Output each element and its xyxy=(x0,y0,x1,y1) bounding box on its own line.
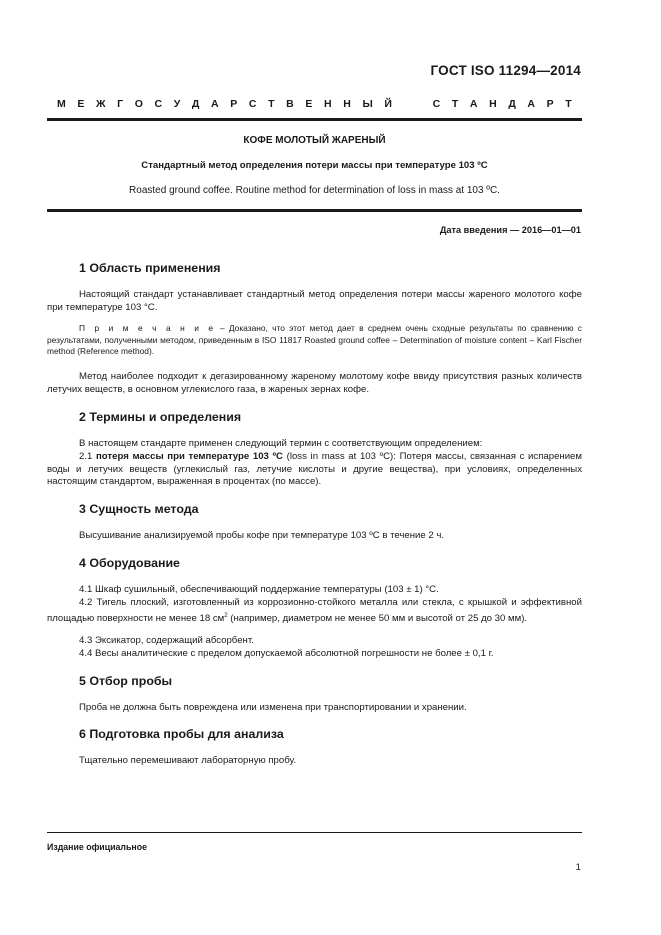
banner-letter: Т xyxy=(268,98,275,110)
section-1-heading: 1 Область применения xyxy=(79,261,221,275)
banner-letter: С xyxy=(432,98,441,110)
term-name: потеря массы при температуре 103 ºС xyxy=(96,451,283,462)
banner-letter: М xyxy=(57,98,66,110)
banner-letter: Е xyxy=(305,98,313,110)
note-label: П р и м е ч а н и е xyxy=(79,323,216,333)
section-4-heading: 4 Оборудование xyxy=(79,556,180,570)
term-number: 2.1 xyxy=(79,451,97,462)
banner-letter xyxy=(418,98,421,110)
document-title: КОФЕ МОЛОТЫЙ ЖАРЕНЫЙ xyxy=(243,135,386,146)
banner-letter: А xyxy=(469,98,478,110)
standard-code: ГОСТ ISO 11294—2014 xyxy=(430,63,581,78)
banner-letter: У xyxy=(173,98,181,110)
footer-rule xyxy=(47,832,582,833)
banner-letter: Ж xyxy=(96,98,106,110)
item-4-1: 4.1 Шкаф сушильный, обеспечивающий поддержание температуры (103 ± 1) °С. xyxy=(79,584,439,595)
note-text: – Доказано, что этот метод дает в среднем очень сходные результаты по сравнению с результатами, полученными методом, приведенным в ISO 11817 Roasted ground coffee – Determination of moisture content – Karl Fischer method (Reference method). xyxy=(47,323,582,356)
banner-letter: Д xyxy=(191,98,200,110)
page-number: 1 xyxy=(575,862,581,873)
banner-letter: В xyxy=(286,98,294,110)
banner-letter xyxy=(404,98,407,110)
term-definition: (loss in mass at 103 ºC): Потеря массы, связанная с испарением воды и летучих веществ (углекислый газ, летучие кислоты и другие вещества), при условиях, определенных настоящим стандартом, выраженная в процентах (по массе). xyxy=(47,451,582,488)
section-3-paragraph-1: Высушивание анализируемой пробы кофе при температуре 103 ºС в течение 2 ч. xyxy=(79,530,445,541)
banner-letter: С xyxy=(248,98,257,110)
banner-letter: О xyxy=(134,98,143,110)
term-2-1 xyxy=(47,451,582,489)
banner-letter: Н xyxy=(343,98,351,110)
item-4-2-part-2: (например, диаметром не менее 50 мм и высотой от 25 до 30 мм). xyxy=(227,612,528,624)
title-rule xyxy=(47,209,582,212)
item-4-3: 4.3 Эксикатор, содержащий абсорбент. xyxy=(79,635,254,646)
banner-letter: С xyxy=(154,98,163,110)
section-2-paragraph-1: В настоящем стандарте применен следующий термин с соответствующим определением: xyxy=(79,438,483,449)
interstate-standard-banner xyxy=(57,98,572,110)
item-4-4: 4.4 Весы аналитические с пределом допускаемой абсолютной погрешности не более ± 0,1 г. xyxy=(79,648,494,659)
top-rule xyxy=(47,118,582,121)
banner-letter: Н xyxy=(324,98,332,110)
banner-letter: Р xyxy=(230,98,238,110)
banner-letter: Р xyxy=(546,98,554,110)
section-3-heading: 3 Сущность метода xyxy=(79,502,199,516)
banner-letter: Й xyxy=(384,98,392,110)
section-1-paragraph-1: Настоящий стандарт устанавливает стандартный метод определения потери массы жареного молотого кофе при температуре 103 °С. xyxy=(47,289,582,313)
banner-letter: Г xyxy=(117,98,124,110)
banner-letter: Д xyxy=(508,98,516,110)
item-4-2-part-1: 4.2 Тигель плоский, изготовленный из коррозионно-стойкого металла или стекла, с крышкой и эффективной площадью поверхности не менее 18 см xyxy=(47,597,582,624)
banner-letter: Е xyxy=(77,98,85,110)
banner-letter: А xyxy=(527,98,536,110)
superscript-2: 2 xyxy=(224,612,228,619)
section-6-paragraph-1: Тщательно перемешивают лабораторную пробу. xyxy=(79,755,297,766)
banner-letter: Т xyxy=(451,98,459,110)
section-5-heading: 5 Отбор пробы xyxy=(79,674,173,688)
english-title: Roasted ground coffee. Routine method for determination of loss in mass at 103 ºC. xyxy=(129,185,500,196)
section-1-paragraph-2: Метод наиболее подходит к дегазированному жареному молотому кофе ввиду присутствия разных количеств летучих веществ, в основном углекислого газа, в жареных зернах кофе. xyxy=(47,371,582,395)
section-1-note xyxy=(47,323,582,358)
item-4-2 xyxy=(47,597,582,626)
banner-letter: Н xyxy=(489,98,497,110)
banner-letter: А xyxy=(211,98,219,110)
introduction-date: Дата введения — 2016—01—01 xyxy=(439,225,581,235)
banner-letter: Т xyxy=(565,98,572,110)
official-edition-label: Издание официальное xyxy=(47,842,147,852)
section-2-heading: 2 Термины и определения xyxy=(79,410,242,424)
section-5-paragraph-1: Проба не должна быть повреждена или изменена при транспортировании и хранении. xyxy=(79,702,467,713)
section-6-heading: 6 Подготовка пробы для анализа xyxy=(79,727,284,741)
banner-letter: Ы xyxy=(362,98,373,110)
document-subtitle: Стандартный метод определения потери массы при температуре 103 ºС xyxy=(141,160,488,171)
